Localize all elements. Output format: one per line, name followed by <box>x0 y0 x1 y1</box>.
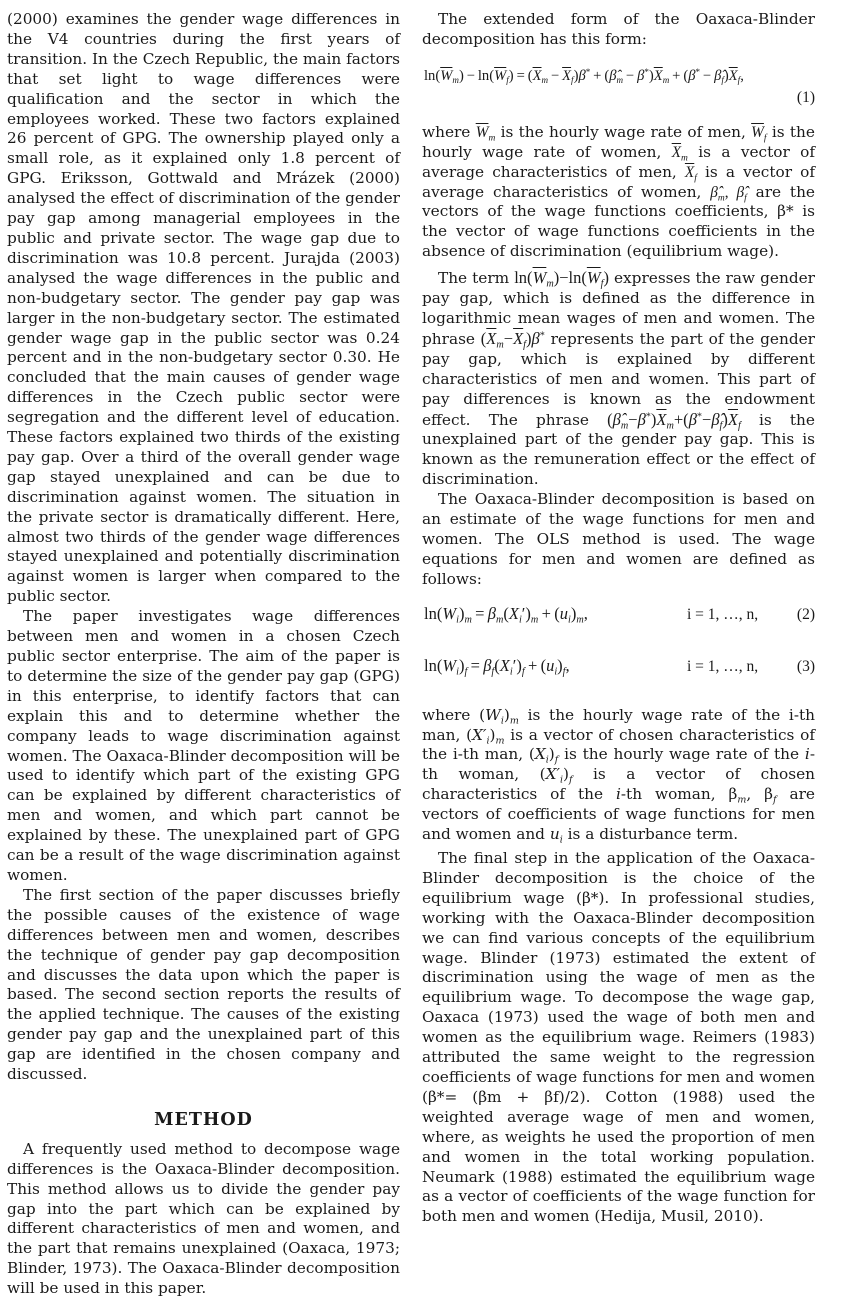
paragraph: The term $\ln(\overline{W}_m)-\ln(\overline{W}_f)$ expresses the raw gender pay gap, which is defined as the difference in logarithmic mean wages of men and women. The phrase $(\overline{X}_m-\overline{X}_f)\beta^*$ represents the part of the gender pay gap, which is explained by different characteristics of men and women. This part of pay differences is known as the endowment effect. The phrase $(\betâ_m-\beta^*)\overline{X}_m+(\beta^*-\betâ_f)\overline{X}_f$ is the unexplained part of the gender pay gap. This is known as the remuneration effect or the effect of discrimination. <box>422 268 815 489</box>
paragraph: The final step in the application of the Oaxaca-Blinder decomposition is the choice of the equilibrium wage (β*). In professional studies, working with the Oaxaca-Blinder decomposition we can find various concepts of the equilibrium wage. Blinder (1973) estimated the extent of discrimination using the wage of men as the equilibrium wage. To decompose the wage gap, Oaxaca (1973) used the wage of both men and women as the equilibrium wage. Reimers (1983) attributed the same weight to the regression coefficients of wage functions for men and women (β*= (βm + βf)/2). Cotton (1988) used the weighted average wage of men and women, where, as weights he used the proportion of men and women in the total working population. Neumark (1988) estimated the equilibrium wage as a vector of coefficients of the wage function for both men and women (Hedija, Musil, 2010). <box>422 849 815 1226</box>
paragraph: The first section of the paper discusses briefly the possible causes of the existence of wage differences between men and women, describes the technique of gender pay gap decomposition and discusses the data upon which the paper is based. The second section reports the results of the applied technique. The causes of the existing gender pay gap and the unexplained part of this gap are identified in the chosen company and discussed. <box>7 885 400 1084</box>
left-column <box>7 10 400 1299</box>
equation-formula: $\ln(W_i)_m = \beta_m(X_i')_m + (u_i)_m$, <box>424 603 588 626</box>
paragraph: The extended form of the Oaxaca-Blinder decomposition has this form: <box>422 10 815 48</box>
equation-2 <box>422 604 815 628</box>
equation-range: i = 1, …, n, <box>687 657 759 675</box>
paragraph: where $(W_i)_m$ is the hourly wage rate of the i-th man, $(X'_i)_m$ is a vector of chosen characteristics of the i-th man, $(X_i)_f$ is the hourly wage rate of the i-th woman, $(X'_i)_f$ is a vector of chosen characteristics of the i-th woman, $\beta_m$, $\beta_f$ are vectors of coefficients of wage functions for men and women and $u_i$ is a disturbance term. <box>422 705 816 846</box>
equation-3 <box>422 656 815 680</box>
paragraph: where $\overline{W}_m$ is the hourly wage rate of men, $\overline{W}_f$ is the hourly wage rate of women, $\overline{X}_m$ is a vector of average characteristics of men, $\overline{X}_f$ is a vector of average characteristics of women, $\betâ_m$, $\betâ_f$ are the vectors of the wage functions coefficients, β* is the vector of wage functions coefficients in the absence of discrimination (equilibrium wage). <box>422 122 815 261</box>
equation-range: i = 1, …, n, <box>687 605 759 623</box>
equation-1 <box>422 59 815 106</box>
paragraph: The Oaxaca-Blinder decomposition is based on an estimate of the wage functions for men and women. The OLS method is used. The wage equations for men and women are defined as follows: <box>422 490 815 588</box>
equation-number: (3) <box>796 657 815 675</box>
paragraph: A frequently used method to decompose wage differences is the Oaxaca-Blinder decomposition. This method allows us to divide the gender pay gap into the part which can be explained by different characteristics of men and women, and the part that remains unexplained (Oaxaca, 1973; Blinder, 1973). The Oaxaca-Blinder decomposition will be used in this paper. <box>7 1139 400 1298</box>
paragraph: The paper investigates wage differences between men and women in a chosen Czech public sector enterprise. The aim of the paper is to determine the size of the gender pay gap (GPG) in this enterprise, to identify factors that can explain this and to determine whether the company leads to wage discrimination against women. The Oaxaca-Blinder decomposition will be used to identify which part of the existing GPG can be explained by different characteristics of men and women, and which part cannot be explained by these. The unexplained part of GPG can be a result of the wage discrimination against women. <box>7 607 400 884</box>
section-heading-method: METHOD <box>154 1109 253 1130</box>
paragraph: (2000) examines the gender wage differences in the V4 countries during the first years of transition. In the Czech Republic, the main factors that set light to wage differences were qualification and the sector in which the employees worked. These two factors explained 26 percent of GPG. The ownership played only a small role, as it explained only 1.8 percent of GPG. Eriksson, Gottwald and Mrázek (2000) analysed the effect of discrimination of the gender pay gap among managerial employees in the public and private sector. The wage gap due to discrimination was 10.8 percent. Jurajda (2003) analysed the wage differences in the public and non-budgetary sector. The gender pay gap was larger in the non-budgetary sector. The estimated gender wage gap in the public sector was 0.24 percent and in the non-budgetary sector 0.30. He concluded that the main causes of gender wage differences in the Czech public sector were segregation and the different level of education. These factors explained two thirds of the existing pay gap. Over a third of the overall gender wage gap stayed unexplained and can be due to discrimination against women. The situation in the private sector is dramatically different. Here, almost two thirds of the gender wage differences stayed unexplained and potentially discrimination against women is larger when compared to the public sector. <box>7 10 400 606</box>
equation-formula: $\ln(W_i)_f = \beta_f(X_i')_f + (u_i)_f$, <box>424 655 570 678</box>
equation-formula: $\ln(\overline{W}_m) - \ln(\overline{W}_f) = (\overline{X}_m - \overline{X}_f)\beta^*$ + $(\betâ_m - \beta^*)\overline{X}_m + (\beta^*$ − $\betâ_f)\overline{X}_f$, <box>424 66 744 85</box>
right-column <box>422 10 815 1227</box>
equation-number: (2) <box>796 605 815 623</box>
equation-number: (1) <box>796 88 815 106</box>
